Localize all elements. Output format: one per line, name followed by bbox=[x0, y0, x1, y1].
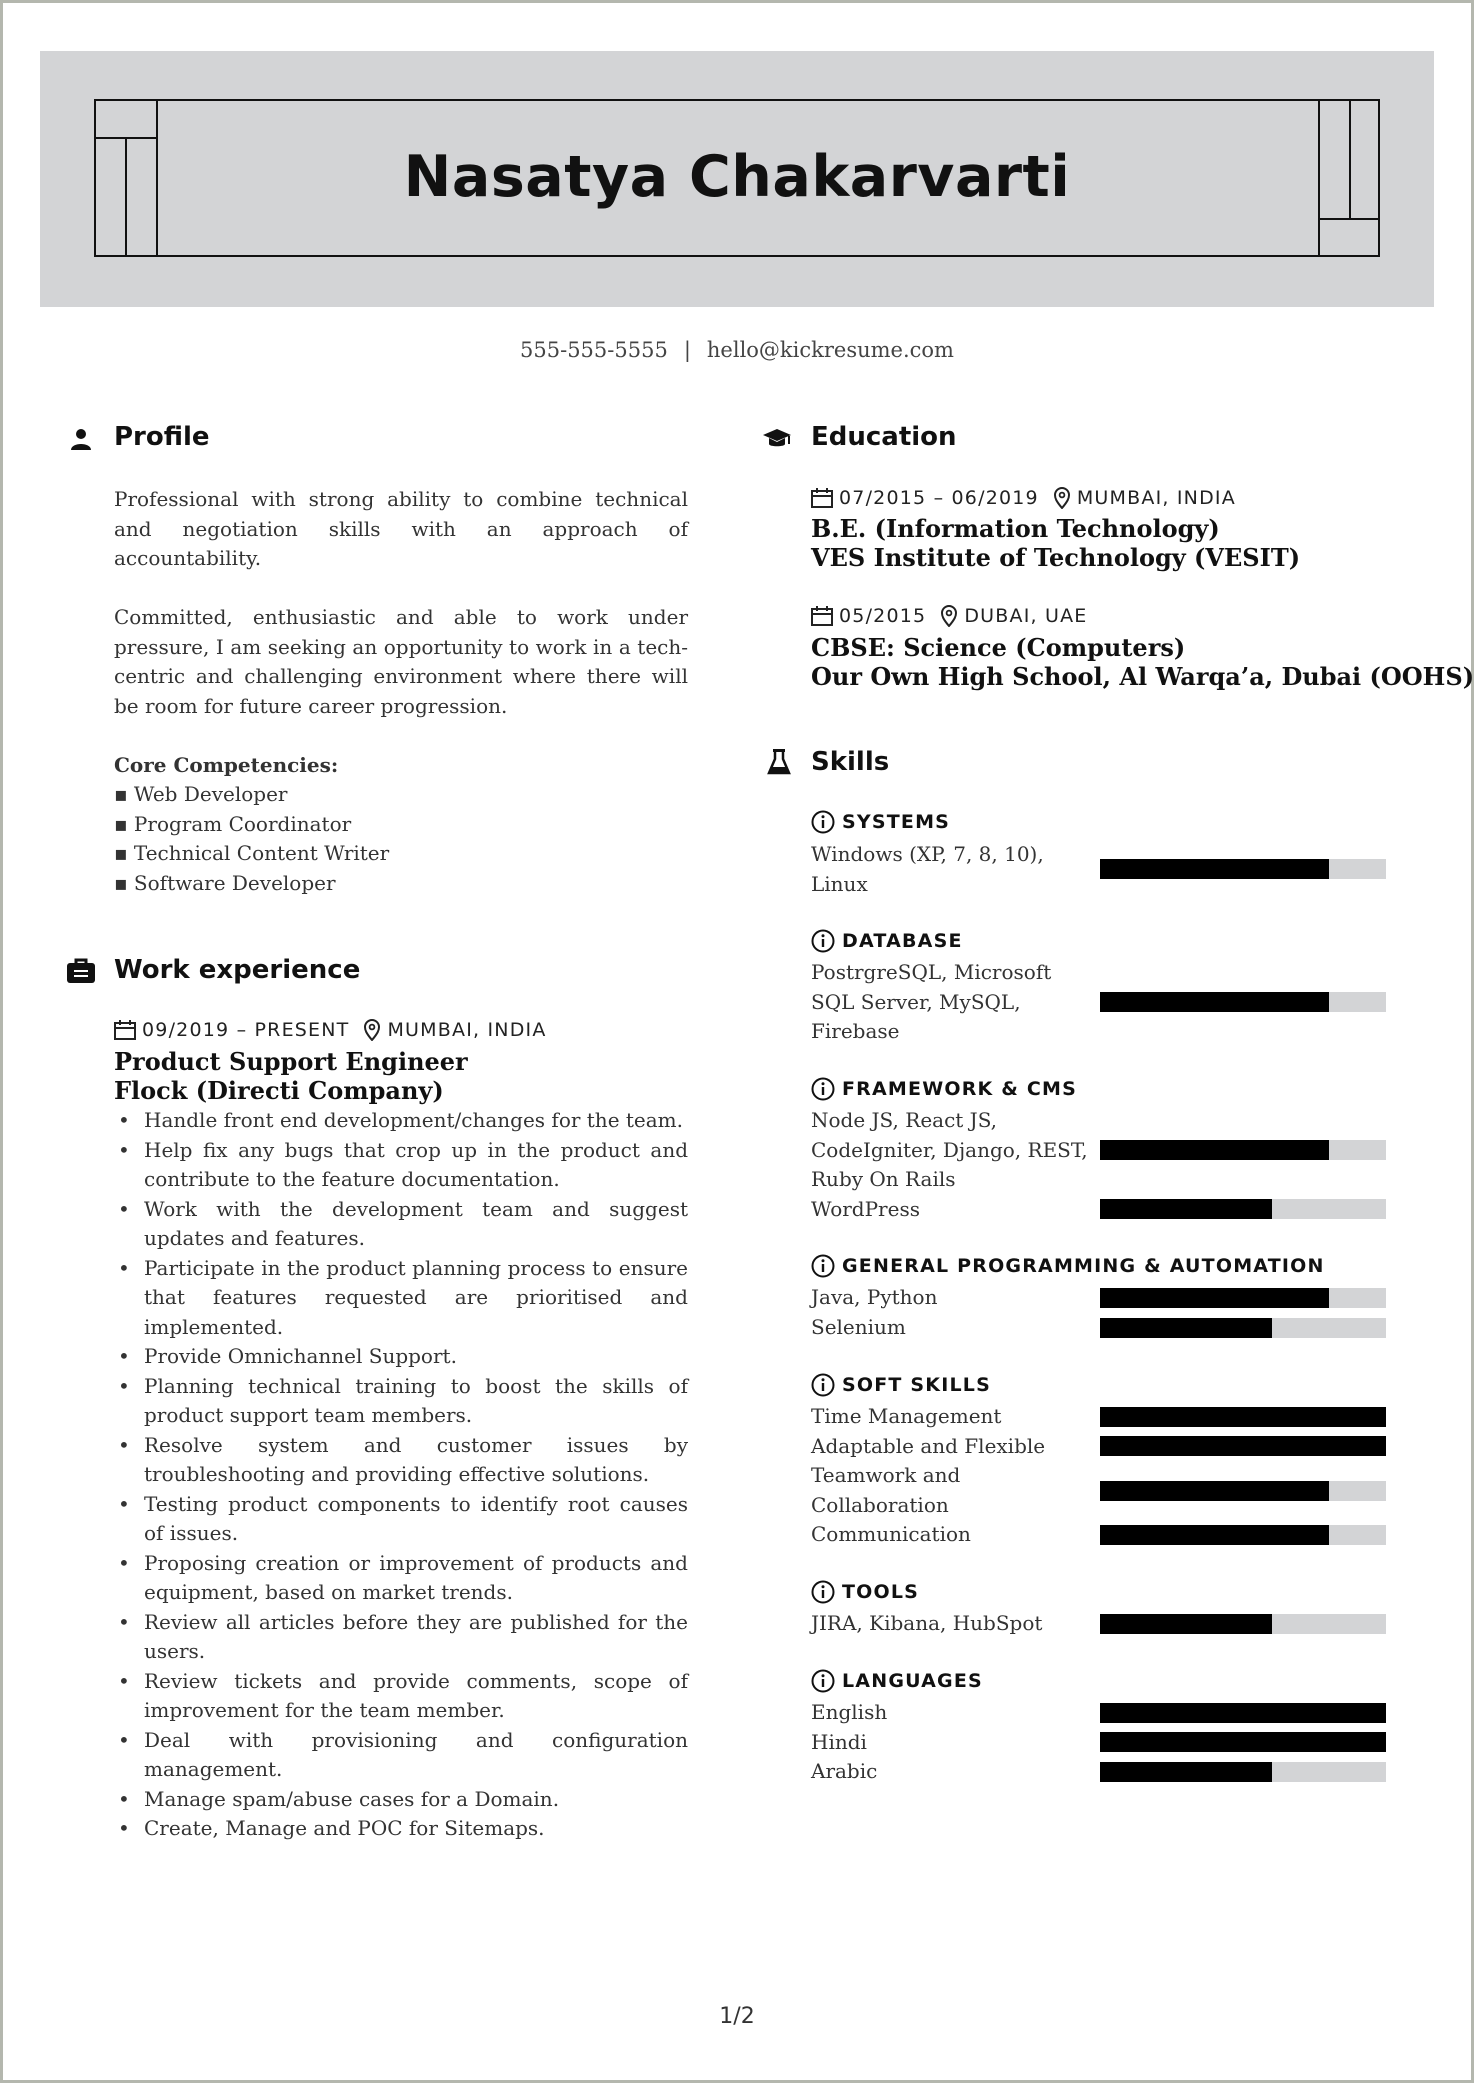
info-icon bbox=[811, 929, 835, 953]
core-competencies-title: Core Competencies: bbox=[114, 753, 339, 777]
skill-bar-fill bbox=[1100, 1525, 1329, 1545]
name-frame bbox=[94, 99, 1380, 257]
skill-label: Java, Python bbox=[811, 1285, 938, 1309]
info-icon bbox=[811, 1254, 835, 1278]
job-title: Product Support Engineer bbox=[114, 1047, 468, 1076]
education-1-meta bbox=[811, 487, 1236, 509]
skill-bar bbox=[1100, 992, 1386, 1012]
briefcase-icon bbox=[66, 958, 96, 984]
skill-label: Windows (XP, 7, 8, 10), Linux bbox=[811, 842, 1044, 896]
education-1-date: 07/2015 – 06/2019 bbox=[839, 487, 1039, 509]
skill-category-label: SYSTEMS bbox=[842, 811, 951, 833]
skill-bar-fill bbox=[1100, 1436, 1386, 1456]
skill-bar-fill bbox=[1100, 859, 1329, 879]
skill-category-label: DATABASE bbox=[842, 930, 963, 952]
location-pin-icon bbox=[1053, 487, 1071, 509]
skill-category-label: FRAMEWORK & CMS bbox=[842, 1078, 1077, 1100]
list-item: • Planning technical training to boost the skills of product support team members. bbox=[114, 1372, 688, 1431]
contact-line bbox=[0, 338, 1474, 362]
candidate-name: Nasatya Chakarvarti bbox=[403, 144, 1071, 210]
skill-bar-fill bbox=[1100, 1614, 1272, 1634]
work-meta bbox=[114, 1019, 547, 1041]
skill-label: English bbox=[811, 1700, 888, 1724]
skill-label: Teamwork and Collaboration bbox=[811, 1463, 961, 1517]
education-2-degree: CBSE: Science (Computers) bbox=[811, 633, 1186, 662]
skill-label: WordPress bbox=[811, 1197, 920, 1221]
list-item: • Provide Omnichannel Support. bbox=[114, 1342, 688, 1372]
list-item: • Help fix any bugs that crop up in the product and contribute to the feature documentation. bbox=[114, 1136, 688, 1195]
page-indicator: 1/2 bbox=[719, 2004, 755, 2029]
list-item: • Manage spam/abuse cases for a Domain. bbox=[114, 1785, 688, 1815]
calendar-icon bbox=[114, 1020, 136, 1040]
skills-heading: Skills bbox=[811, 747, 890, 777]
skill-category-label: SOFT SKILLS bbox=[842, 1374, 991, 1396]
skill-bar-fill bbox=[1100, 1762, 1272, 1782]
list-item: • Review all articles before they are published for the users. bbox=[114, 1608, 688, 1667]
skill-category-tools bbox=[811, 1580, 919, 1604]
skill-category-framework-cms bbox=[811, 1077, 1077, 1101]
list-item: • Work with the development team and suggest updates and features. bbox=[114, 1195, 688, 1254]
skill-bar bbox=[1100, 1318, 1386, 1338]
skill-bar bbox=[1100, 1199, 1386, 1219]
skill-label: Hindi bbox=[811, 1730, 867, 1754]
skill-bar-fill bbox=[1100, 1140, 1329, 1160]
skill-bar-fill bbox=[1100, 1318, 1272, 1338]
education-2-date: 05/2015 bbox=[839, 605, 927, 627]
skill-bar bbox=[1100, 1407, 1386, 1427]
skill-bar bbox=[1100, 1525, 1386, 1545]
skill-bar bbox=[1100, 1703, 1386, 1723]
skill-bar bbox=[1100, 859, 1386, 879]
skill-category-label: LANGUAGES bbox=[842, 1670, 983, 1692]
skill-category-soft-skills bbox=[811, 1373, 991, 1397]
core-competencies-list bbox=[114, 780, 389, 898]
skill-bar-fill bbox=[1100, 1199, 1272, 1219]
skill-bar-fill bbox=[1100, 1732, 1386, 1752]
skill-label: Adaptable and Flexible bbox=[811, 1434, 1046, 1458]
calendar-icon bbox=[811, 606, 833, 626]
skill-bar bbox=[1100, 1481, 1386, 1501]
list-item: • Deal with provisioning and configuration management. bbox=[114, 1726, 688, 1785]
list-item: • Proposing creation or improvement of products and equipment, based on market trends. bbox=[114, 1549, 688, 1608]
skill-label: PostrgreSQL, Microsoft SQL Server, MySQL, Firebase bbox=[811, 960, 1052, 1043]
location-pin-icon bbox=[940, 605, 958, 627]
skill-label: Arabic bbox=[811, 1759, 878, 1783]
job-company: Flock (Directi Company) bbox=[114, 1076, 444, 1105]
info-icon bbox=[811, 1669, 835, 1693]
list-item: ▪ Technical Content Writer bbox=[114, 839, 389, 869]
list-item: • Resolve system and customer issues by troubleshooting and providing effective solutions. bbox=[114, 1431, 688, 1490]
work-heading: Work experience bbox=[114, 955, 361, 985]
skill-bar-fill bbox=[1100, 1703, 1386, 1723]
calendar-icon bbox=[811, 488, 833, 508]
graduation-cap-icon bbox=[762, 428, 792, 450]
skill-label: Communication bbox=[811, 1522, 971, 1546]
skill-bar-fill bbox=[1100, 1481, 1329, 1501]
info-icon bbox=[811, 1580, 835, 1604]
skill-label: JIRA, Kibana, HubSpot bbox=[811, 1611, 1043, 1635]
work-location: MUMBAI, INDIA bbox=[387, 1019, 547, 1041]
skill-bar bbox=[1100, 1614, 1386, 1634]
skill-label: Selenium bbox=[811, 1315, 906, 1339]
list-item: • Create, Manage and POC for Sitemaps. bbox=[114, 1814, 688, 1844]
duties-list bbox=[114, 1106, 688, 1844]
skill-bar-fill bbox=[1100, 992, 1329, 1012]
list-item: • Review tickets and provide comments, scope of improvement for the team member. bbox=[114, 1667, 688, 1726]
skill-category-general-programming bbox=[811, 1254, 1325, 1278]
skill-category-label: GENERAL PROGRAMMING & AUTOMATION bbox=[842, 1255, 1325, 1277]
skill-category-label: TOOLS bbox=[842, 1581, 920, 1603]
skill-bar-fill bbox=[1100, 1288, 1329, 1308]
list-item: • Participate in the product planning process to ensure that features requested are prioritised and implemented. bbox=[114, 1254, 688, 1343]
skill-bar bbox=[1100, 1762, 1386, 1782]
info-icon bbox=[811, 810, 835, 834]
flask-icon bbox=[767, 748, 791, 776]
work-date: 09/2019 – PRESENT bbox=[142, 1019, 350, 1041]
skill-category-database bbox=[811, 929, 963, 953]
list-item: ▪ Software Developer bbox=[114, 869, 389, 899]
list-item: • Testing product components to identify root causes of issues. bbox=[114, 1490, 688, 1549]
education-1-degree: B.E. (Information Technology) bbox=[811, 514, 1220, 543]
email: hello@kickresume.com bbox=[706, 338, 954, 362]
phone: 555-555-5555 bbox=[520, 338, 668, 362]
skill-bar bbox=[1100, 1436, 1386, 1456]
skill-category-languages bbox=[811, 1669, 983, 1693]
list-item: • Handle front end development/changes for the team. bbox=[114, 1106, 688, 1136]
skill-label: Time Management bbox=[811, 1404, 1002, 1428]
person-icon bbox=[70, 428, 92, 450]
education-1-location: MUMBAI, INDIA bbox=[1076, 487, 1236, 509]
skill-bar-fill bbox=[1100, 1407, 1386, 1427]
skill-label: Node JS, React JS, CodeIgniter, Django, REST, Ruby On Rails bbox=[811, 1108, 1088, 1191]
education-heading: Education bbox=[811, 422, 957, 452]
location-pin-icon bbox=[363, 1019, 381, 1041]
skill-category-systems bbox=[811, 810, 950, 834]
education-2-location: DUBAI, UAE bbox=[964, 605, 1088, 627]
profile-heading: Profile bbox=[114, 422, 210, 452]
list-item: ▪ Program Coordinator bbox=[114, 810, 389, 840]
list-item: ▪ Web Developer bbox=[114, 780, 389, 810]
skill-bar bbox=[1100, 1288, 1386, 1308]
info-icon bbox=[811, 1373, 835, 1397]
info-icon bbox=[811, 1077, 835, 1101]
skill-bar bbox=[1100, 1140, 1386, 1160]
profile-paragraph-2: Committed, enthusiastic and able to work under pressure, I am seeking an opportunity to work in a tech-centric and challenging environment where there will be room for future career progression. bbox=[114, 605, 688, 718]
education-1-school: VES Institute of Technology (VESIT) bbox=[811, 543, 1301, 572]
education-2-school: Our Own High School, Al Warqa’a, Dubai (OOHS) bbox=[811, 662, 1474, 691]
contact-separator: | bbox=[683, 338, 691, 362]
profile-paragraph-1: Professional with strong ability to combine technical and negotiation skills with an approach of accountability. bbox=[114, 487, 688, 570]
skill-bar bbox=[1100, 1732, 1386, 1752]
education-2-meta bbox=[811, 605, 1088, 627]
